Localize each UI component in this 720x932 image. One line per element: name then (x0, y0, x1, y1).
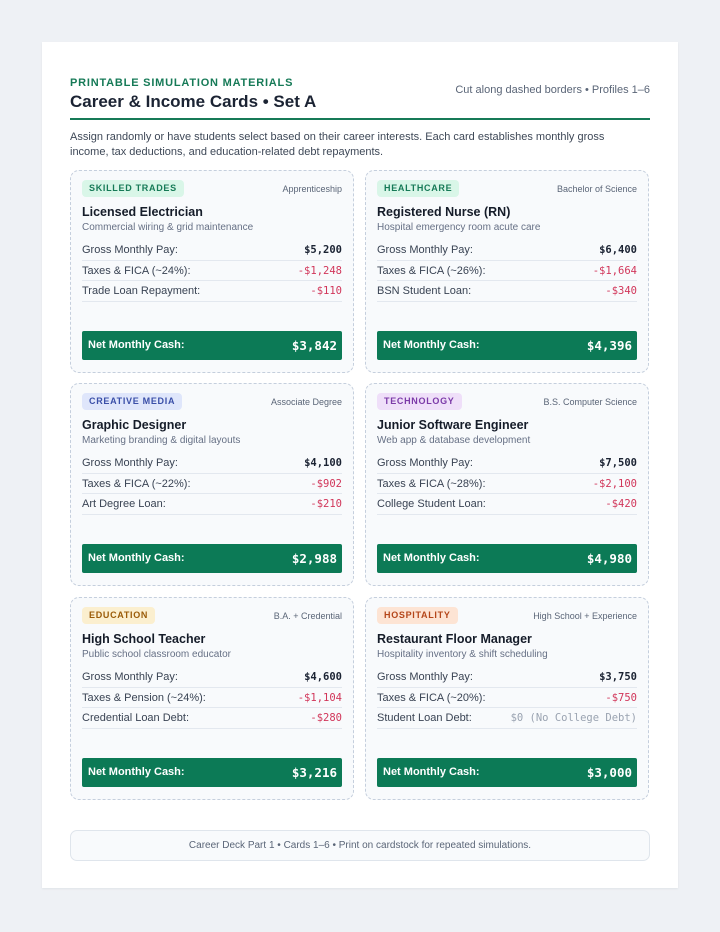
budget-row-value: -$340 (605, 285, 637, 297)
budget-row-label: Gross Monthly Pay: (82, 244, 178, 256)
budget-row-label: Trade Loan Repayment: (82, 285, 201, 297)
net-cash-bar (82, 331, 342, 360)
net-cash-value: $3,000 (586, 765, 632, 780)
career-card (70, 383, 354, 586)
page-title: Career & Income Cards • Set A (70, 92, 317, 111)
net-cash-bar (82, 758, 342, 787)
budget-row-value: -$2,100 (592, 477, 637, 490)
budget-row-label: Taxes & FICA (~24%): (82, 264, 191, 277)
net-cash-label: Net Monthly Cash: (88, 766, 185, 778)
category-badge: TECHNOLOGY (377, 393, 462, 410)
credential-label: B.S. Computer Science (543, 397, 637, 407)
net-cash-value: $3,842 (291, 338, 337, 353)
career-card (365, 170, 649, 373)
net-cash-label: Net Monthly Cash: (383, 339, 480, 351)
budget-row-value: -$750 (605, 691, 637, 704)
category-badge: SKILLED TRADES (82, 180, 184, 197)
budget-row-value: -$280 (310, 712, 342, 724)
category-badge: HEALTHCARE (377, 180, 459, 197)
cut-instructions: Cut along dashed borders • Profiles 1–6 (455, 84, 650, 96)
net-cash-value: $4,980 (586, 551, 632, 566)
budget-row-label: Taxes & FICA (~20%): (377, 691, 486, 704)
net-cash-value: $4,396 (586, 338, 632, 353)
budget-row-label: Taxes & FICA (~26%): (377, 264, 486, 277)
budget-row-value: -$1,104 (297, 691, 342, 704)
budget-row-label: Gross Monthly Pay: (377, 457, 473, 469)
budget-row-label: Gross Monthly Pay: (82, 671, 178, 683)
budget-row (377, 667, 637, 688)
career-description: Hospital emergency room acute care (377, 222, 541, 233)
net-cash-bar (377, 331, 637, 360)
career-description: Marketing branding & digital layouts (82, 435, 241, 446)
budget-row-label: BSN Student Loan: (377, 285, 472, 297)
budget-row-label: Gross Monthly Pay: (377, 671, 473, 683)
budget-row (82, 708, 342, 729)
net-cash-label: Net Monthly Cash: (88, 552, 185, 564)
page-header (70, 76, 650, 120)
net-cash-bar (377, 544, 637, 573)
budget-rows (82, 240, 342, 302)
budget-rows (82, 453, 342, 515)
career-description: Commercial wiring & grid maintenance (82, 222, 254, 233)
budget-row-value: $4,100 (304, 457, 342, 469)
budget-row-label: Taxes & Pension (~24%): (82, 691, 206, 704)
budget-row-label: Credential Loan Debt: (82, 712, 190, 724)
budget-row-label: Student Loan Debt: (377, 712, 472, 724)
budget-row-value: $6,400 (599, 244, 637, 256)
budget-row (377, 261, 637, 282)
budget-row-value: $5,200 (304, 244, 342, 256)
page-footer: Career Deck Part 1 • Cards 1–6 • Print on cardstock for repeated simulations. (70, 830, 650, 861)
career-description: Public school classroom educator (82, 649, 231, 660)
budget-row-label: Gross Monthly Pay: (377, 244, 473, 256)
credential-label: High School + Experience (533, 611, 637, 621)
career-title: Licensed Electrician (82, 205, 203, 219)
net-cash-bar (82, 544, 342, 573)
budget-row-label: College Student Loan: (377, 498, 486, 510)
career-card (365, 383, 649, 586)
career-title: Restaurant Floor Manager (377, 632, 532, 646)
budget-row (377, 240, 637, 261)
budget-rows (377, 240, 637, 302)
career-card (70, 597, 354, 800)
credential-label: Associate Degree (270, 397, 342, 407)
career-card (70, 170, 354, 373)
budget-row-value: $4,600 (304, 671, 342, 683)
budget-row-value: -$1,664 (592, 264, 637, 277)
budget-row (82, 281, 342, 302)
credential-label: Bachelor of Science (556, 184, 637, 194)
printable-page (42, 42, 678, 888)
budget-row (377, 281, 637, 302)
category-badge: HOSPITALITY (377, 607, 458, 624)
budget-row (377, 688, 637, 709)
intro-text: Assign randomly or have students select based on their career interests. Each card establishes monthly gross income, tax deductions, and education-related debt repayments. (70, 131, 605, 158)
category-badge: CREATIVE MEDIA (82, 393, 182, 410)
budget-row-value: -$902 (310, 477, 342, 490)
net-cash-value: $2,988 (291, 551, 337, 566)
budget-row-value: $3,750 (599, 671, 637, 683)
eyebrow-label: PRINTABLE SIMULATION MATERIALS (70, 77, 294, 89)
budget-row-label: Gross Monthly Pay: (82, 457, 178, 469)
career-description: Web app & database development (377, 435, 531, 446)
budget-rows (377, 453, 637, 515)
career-title: Registered Nurse (RN) (377, 205, 511, 219)
budget-row-value: -$1,248 (297, 264, 342, 277)
net-cash-value: $3,216 (291, 765, 337, 780)
career-title: Graphic Designer (82, 418, 187, 432)
budget-row (377, 494, 637, 515)
budget-row (82, 688, 342, 709)
credential-label: Apprenticeship (282, 184, 342, 194)
career-description: Hospitality inventory & shift scheduling (377, 649, 548, 660)
budget-row-label: Taxes & FICA (~22%): (82, 477, 191, 490)
career-card (365, 597, 649, 800)
budget-row-label: Art Degree Loan: (82, 498, 166, 510)
category-badge: EDUCATION (82, 607, 155, 624)
budget-row (82, 667, 342, 688)
budget-row-value: $7,500 (599, 457, 637, 469)
budget-rows (377, 667, 637, 729)
net-cash-label: Net Monthly Cash: (383, 766, 480, 778)
budget-row-value: -$210 (310, 498, 342, 510)
budget-rows (82, 667, 342, 729)
budget-row (82, 474, 342, 495)
net-cash-bar (377, 758, 637, 787)
career-title: Junior Software Engineer (377, 418, 529, 432)
budget-row (82, 453, 342, 474)
budget-row-value: $0 (No College Debt) (510, 712, 637, 724)
budget-row (377, 708, 637, 729)
budget-row (82, 261, 342, 282)
budget-row-label: Taxes & FICA (~28%): (377, 477, 486, 490)
career-title: High School Teacher (82, 632, 206, 646)
budget-row (82, 494, 342, 515)
credential-label: B.A. + Credential (273, 611, 342, 621)
budget-row-value: -$110 (310, 285, 342, 297)
budget-row (377, 453, 637, 474)
budget-row-value: -$420 (605, 498, 637, 510)
budget-row (82, 240, 342, 261)
budget-row (377, 474, 637, 495)
net-cash-label: Net Monthly Cash: (88, 339, 185, 351)
net-cash-label: Net Monthly Cash: (383, 552, 480, 564)
